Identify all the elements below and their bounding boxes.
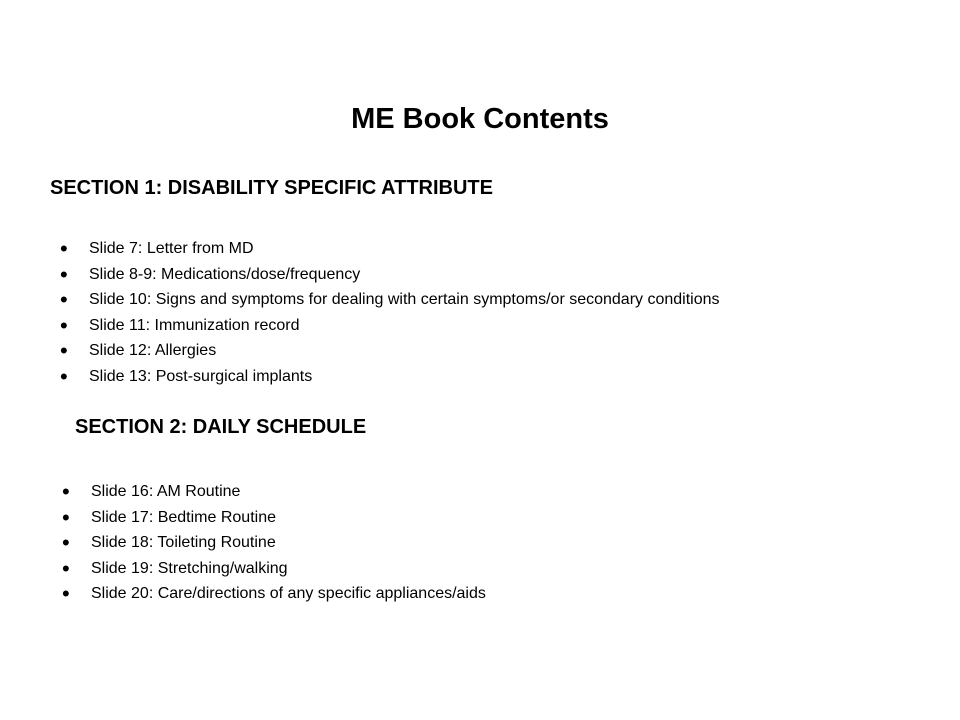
bullet-icon: • bbox=[62, 555, 70, 581]
page-title: ME Book Contents bbox=[351, 103, 609, 135]
section-1-heading: SECTION 1: DISABILITY SPECIFIC ATTRIBUTE bbox=[50, 177, 493, 199]
list-item-text: Slide 10: Signs and symptoms for dealing with certain symptoms/or secondary conditions bbox=[89, 291, 720, 309]
list-item-text: Slide 7: Letter from MD bbox=[89, 240, 254, 257]
bullet-icon: • bbox=[60, 312, 68, 338]
bullet-icon: • bbox=[62, 581, 70, 607]
list-item-text: Slide 13: Post-surgical implants bbox=[89, 367, 313, 385]
bullet-icon: • bbox=[60, 363, 68, 389]
bullet-icon: • bbox=[62, 530, 70, 556]
bullet-icon: • bbox=[60, 287, 68, 313]
list-item-text: Slide 12: Allergies bbox=[89, 342, 217, 360]
list-item-text: Slide 16: AM Routine bbox=[91, 483, 241, 500]
bullet-icon: • bbox=[60, 338, 68, 364]
section-2-heading: SECTION 2: DAILY SCHEDULE bbox=[75, 416, 367, 438]
list-item-text: Slide 18: Toileting Routine bbox=[91, 534, 276, 552]
bullet-icon: • bbox=[60, 236, 68, 261]
list-item-text: Slide 19: Stretching/walking bbox=[91, 559, 288, 577]
bullet-icon: • bbox=[62, 504, 70, 530]
list-item-text: Slide 20: Care/directions of any specific appliances/aids bbox=[91, 585, 486, 603]
list-item-text: Slide 8-9: Medications/dose/frequency bbox=[89, 265, 361, 283]
list-item-text: Slide 11: Immunization record bbox=[89, 316, 300, 334]
bullet-icon: • bbox=[60, 261, 68, 287]
bullet-icon: • bbox=[62, 479, 70, 504]
list-item-text: Slide 17: Bedtime Routine bbox=[91, 508, 276, 526]
